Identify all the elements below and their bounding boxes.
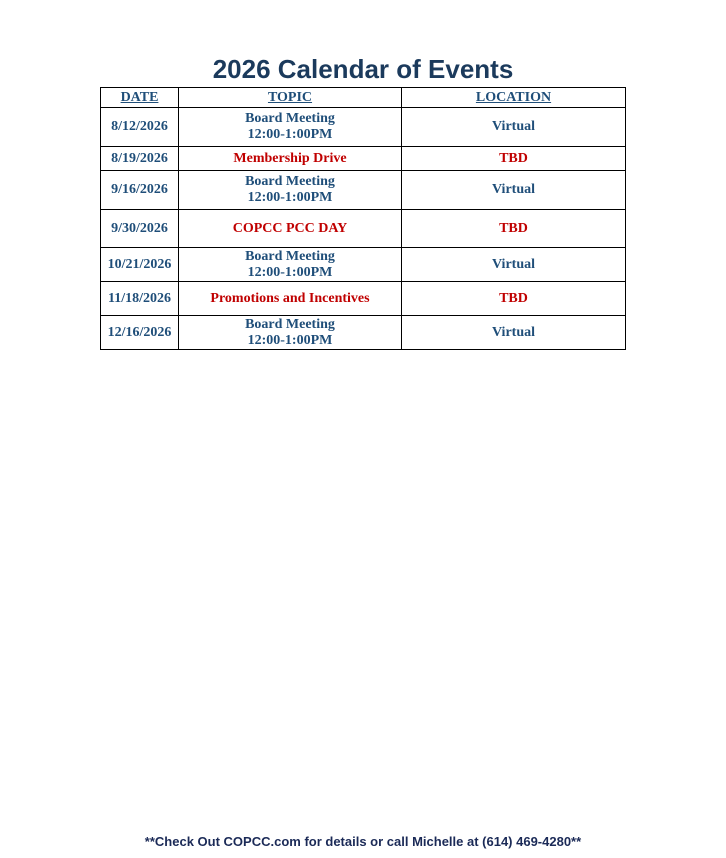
topic-title: Board Meeting <box>245 248 335 264</box>
topic-time: 12:00-1:00PM <box>247 332 333 348</box>
row-date: 9/16/2026 <box>101 171 179 210</box>
table-row <box>101 248 626 282</box>
topic-title: Board Meeting <box>245 316 335 332</box>
row-topic <box>179 108 402 147</box>
row-date: 9/30/2026 <box>101 210 179 248</box>
topic-title: Board Meeting <box>245 174 335 189</box>
row-date: 11/18/2026 <box>101 282 179 316</box>
table-row <box>101 282 626 316</box>
row-topic <box>179 171 402 210</box>
table-row <box>101 147 626 171</box>
topic-time: 12:00-1:00PM <box>247 190 333 205</box>
row-location: Virtual <box>402 248 626 282</box>
row-location: TBD <box>402 147 626 171</box>
row-location: Virtual <box>402 108 626 147</box>
topic-title: Membership Drive <box>233 150 347 166</box>
row-topic <box>179 210 402 248</box>
table-row <box>101 171 626 210</box>
table-header-row <box>101 88 626 108</box>
row-date: 8/12/2026 <box>101 108 179 147</box>
header-date: DATE <box>101 88 179 108</box>
topic-time: 12:00-1:00PM <box>247 127 333 142</box>
page-title: 2026 Calendar of Events <box>212 54 514 84</box>
table-row <box>101 108 626 147</box>
row-location: TBD <box>402 282 626 316</box>
row-location: Virtual <box>402 171 626 210</box>
footer-contact-note: **Check Out COPCC.com for details or call Michelle at (614) 469-4280** <box>144 834 582 849</box>
table-row <box>101 210 626 248</box>
row-topic <box>179 147 402 171</box>
row-date: 8/19/2026 <box>101 147 179 171</box>
header-location: LOCATION <box>402 88 626 108</box>
row-topic <box>179 248 402 282</box>
topic-time: 12:00-1:00PM <box>247 264 333 280</box>
row-location: TBD <box>402 210 626 248</box>
row-location: Virtual <box>402 316 626 350</box>
row-date: 10/21/2026 <box>101 248 179 282</box>
header-topic: TOPIC <box>179 88 402 108</box>
row-topic <box>179 282 402 316</box>
row-date: 12/16/2026 <box>101 316 179 350</box>
table-row <box>101 316 626 350</box>
topic-title: COPCC PCC DAY <box>232 220 348 236</box>
events-table <box>100 87 626 350</box>
row-topic <box>179 316 402 350</box>
topic-title: Promotions and Incentives <box>210 290 370 306</box>
topic-title: Board Meeting <box>245 111 335 126</box>
